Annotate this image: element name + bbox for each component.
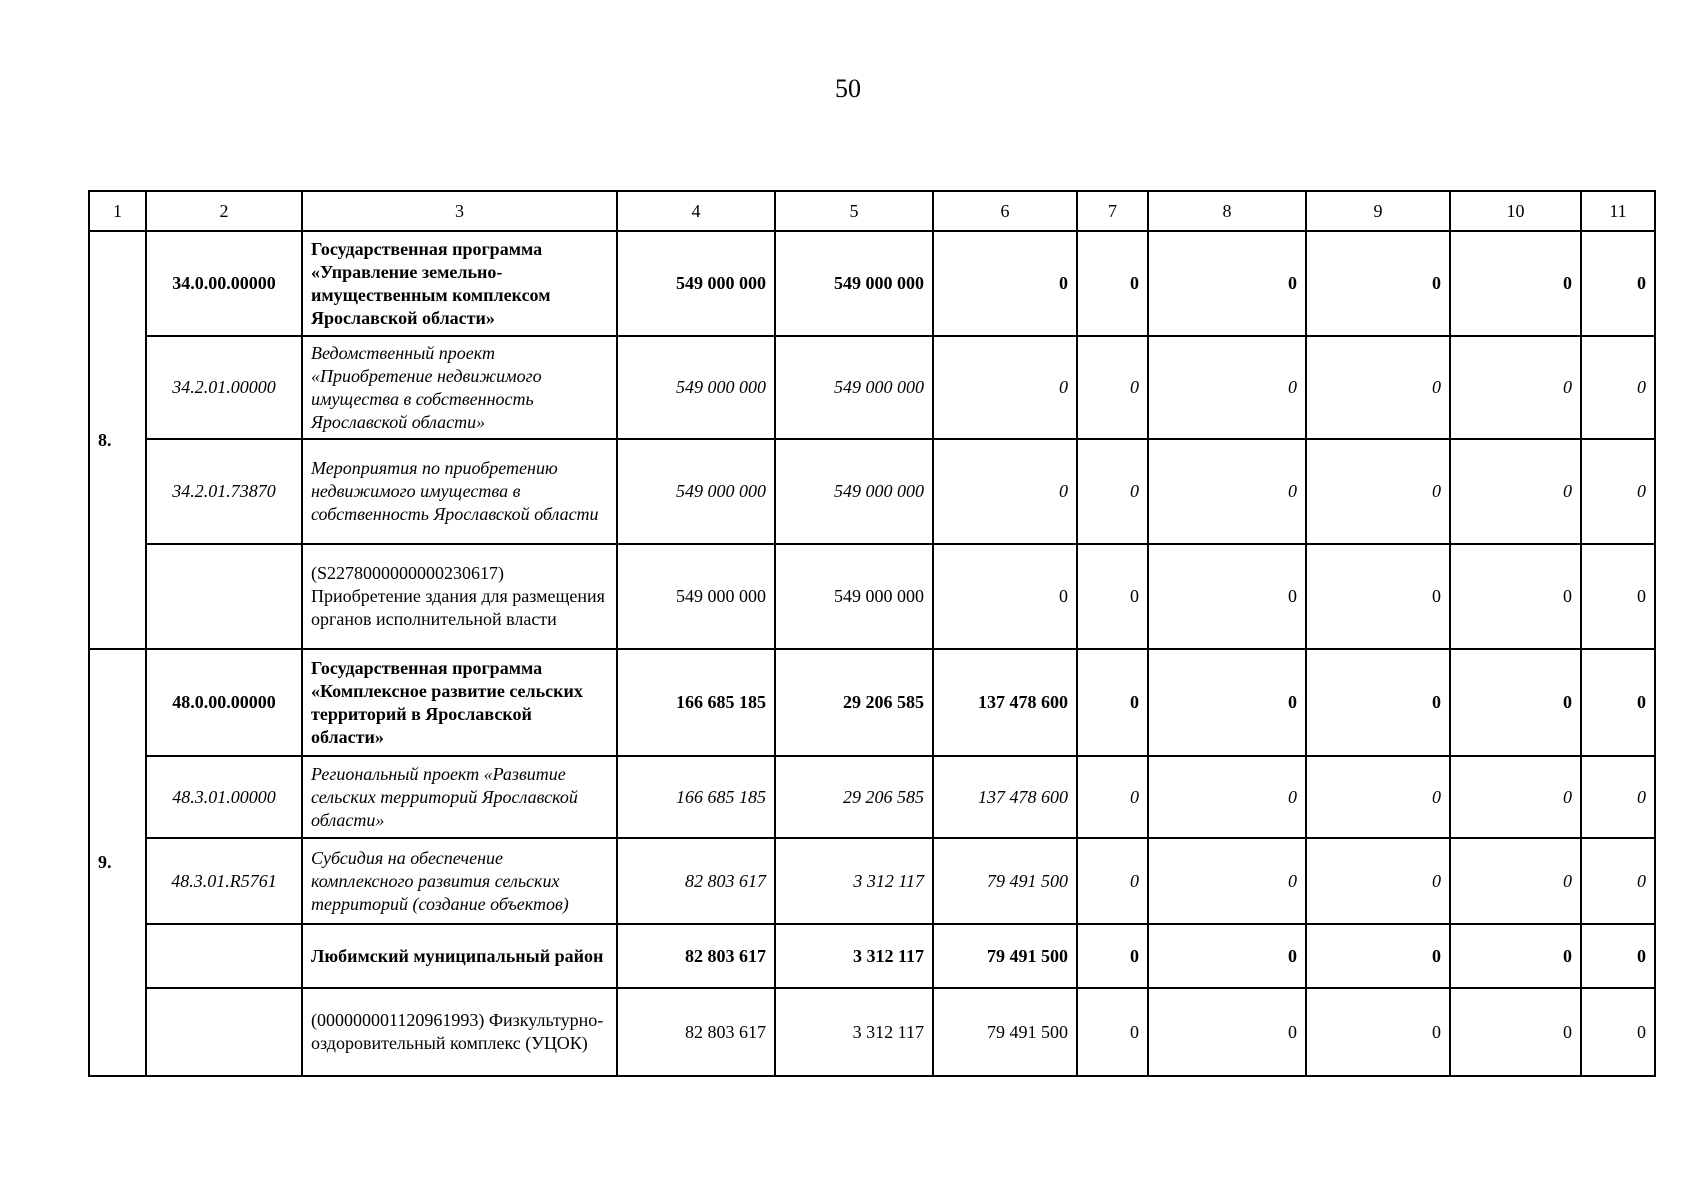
value-cell-7: 0 xyxy=(1077,544,1148,649)
header-cell: 3 xyxy=(302,191,617,231)
header-cell: 11 xyxy=(1581,191,1655,231)
table-row xyxy=(89,336,1655,439)
code-cell: 34.2.01.00000 xyxy=(146,336,302,439)
row-number-cell: 9. xyxy=(89,649,146,1076)
value-cell-4: 82 803 617 xyxy=(617,838,775,924)
value-cell-8: 0 xyxy=(1148,838,1306,924)
value-cell-4: 166 685 185 xyxy=(617,649,775,756)
header-cell: 4 xyxy=(617,191,775,231)
value-cell-6: 0 xyxy=(933,336,1077,439)
value-cell-4: 82 803 617 xyxy=(617,988,775,1076)
value-cell-9: 0 xyxy=(1306,439,1450,544)
value-cell-6: 79 491 500 xyxy=(933,838,1077,924)
value-cell-6: 0 xyxy=(933,439,1077,544)
table-row xyxy=(89,756,1655,838)
value-cell-5: 29 206 585 xyxy=(775,649,933,756)
header-cell: 8 xyxy=(1148,191,1306,231)
value-cell-4: 549 000 000 xyxy=(617,544,775,649)
value-cell-10: 0 xyxy=(1450,544,1581,649)
value-cell-9: 0 xyxy=(1306,756,1450,838)
value-cell-7: 0 xyxy=(1077,924,1148,988)
value-cell-4: 82 803 617 xyxy=(617,924,775,988)
header-cell: 5 xyxy=(775,191,933,231)
value-cell-7: 0 xyxy=(1077,336,1148,439)
value-cell-8: 0 xyxy=(1148,231,1306,336)
value-cell-6: 137 478 600 xyxy=(933,649,1077,756)
header-cell: 1 xyxy=(89,191,146,231)
value-cell-10: 0 xyxy=(1450,988,1581,1076)
page-number: 50 xyxy=(835,74,861,103)
value-cell-5: 29 206 585 xyxy=(775,756,933,838)
value-cell-6: 79 491 500 xyxy=(933,924,1077,988)
value-cell-11: 0 xyxy=(1581,336,1655,439)
value-cell-9: 0 xyxy=(1306,649,1450,756)
value-cell-7: 0 xyxy=(1077,231,1148,336)
value-cell-11: 0 xyxy=(1581,756,1655,838)
name-cell: Субсидия на обеспечение комплексного развития сельских территорий (создание объектов) xyxy=(302,838,617,924)
value-cell-6: 0 xyxy=(933,231,1077,336)
value-cell-4: 549 000 000 xyxy=(617,336,775,439)
value-cell-11: 0 xyxy=(1581,439,1655,544)
table-row xyxy=(89,838,1655,924)
value-cell-5: 549 000 000 xyxy=(775,439,933,544)
name-cell: Ведомственный проект «Приобретение недвижимого имущества в собственность Ярославской области» xyxy=(302,336,617,439)
value-cell-11: 0 xyxy=(1581,838,1655,924)
budget-table xyxy=(88,190,1656,1077)
code-cell: 48.3.01.00000 xyxy=(146,756,302,838)
value-cell-5: 549 000 000 xyxy=(775,336,933,439)
table-row xyxy=(89,988,1655,1076)
value-cell-5: 3 312 117 xyxy=(775,838,933,924)
value-cell-11: 0 xyxy=(1581,231,1655,336)
value-cell-9: 0 xyxy=(1306,544,1450,649)
value-cell-7: 0 xyxy=(1077,756,1148,838)
value-cell-11: 0 xyxy=(1581,649,1655,756)
code-cell xyxy=(146,544,302,649)
value-cell-5: 549 000 000 xyxy=(775,544,933,649)
value-cell-5: 549 000 000 xyxy=(775,231,933,336)
value-cell-10: 0 xyxy=(1450,336,1581,439)
value-cell-9: 0 xyxy=(1306,988,1450,1076)
value-cell-7: 0 xyxy=(1077,649,1148,756)
value-cell-9: 0 xyxy=(1306,924,1450,988)
value-cell-10: 0 xyxy=(1450,838,1581,924)
value-cell-8: 0 xyxy=(1148,649,1306,756)
value-cell-6: 79 491 500 xyxy=(933,988,1077,1076)
value-cell-8: 0 xyxy=(1148,988,1306,1076)
value-cell-9: 0 xyxy=(1306,838,1450,924)
value-cell-5: 3 312 117 xyxy=(775,924,933,988)
header-cell: 2 xyxy=(146,191,302,231)
value-cell-10: 0 xyxy=(1450,649,1581,756)
value-cell-9: 0 xyxy=(1306,231,1450,336)
value-cell-9: 0 xyxy=(1306,336,1450,439)
code-cell: 34.0.00.00000 xyxy=(146,231,302,336)
name-cell: (S2278000000000230617) Приобретение здания для размещения органов исполнительной власти xyxy=(302,544,617,649)
value-cell-10: 0 xyxy=(1450,924,1581,988)
header-cell: 6 xyxy=(933,191,1077,231)
value-cell-11: 0 xyxy=(1581,988,1655,1076)
code-cell xyxy=(146,988,302,1076)
name-cell: Государственная программа «Комплексное развитие сельских территорий в Ярославской области» xyxy=(302,649,617,756)
header-cell: 10 xyxy=(1450,191,1581,231)
name-cell: Государственная программа «Управление земельно-имущественным комплексом Ярославской области» xyxy=(302,231,617,336)
table-row xyxy=(89,649,1655,756)
value-cell-11: 0 xyxy=(1581,924,1655,988)
value-cell-5: 3 312 117 xyxy=(775,988,933,1076)
value-cell-8: 0 xyxy=(1148,756,1306,838)
table-row xyxy=(89,231,1655,336)
value-cell-4: 549 000 000 xyxy=(617,231,775,336)
value-cell-4: 549 000 000 xyxy=(617,439,775,544)
name-cell: Мероприятия по приобретению недвижимого имущества в собственность Ярославской области xyxy=(302,439,617,544)
name-cell: Региональный проект «Развитие сельских территорий Ярославской области» xyxy=(302,756,617,838)
value-cell-10: 0 xyxy=(1450,231,1581,336)
name-cell: Любимский муниципальный район xyxy=(302,924,617,988)
code-cell: 48.0.00.00000 xyxy=(146,649,302,756)
table-row xyxy=(89,924,1655,988)
value-cell-8: 0 xyxy=(1148,924,1306,988)
value-cell-10: 0 xyxy=(1450,439,1581,544)
header-cell: 9 xyxy=(1306,191,1450,231)
value-cell-8: 0 xyxy=(1148,336,1306,439)
value-cell-7: 0 xyxy=(1077,439,1148,544)
value-cell-10: 0 xyxy=(1450,756,1581,838)
header-cell: 7 xyxy=(1077,191,1148,231)
value-cell-8: 0 xyxy=(1148,544,1306,649)
table-row xyxy=(89,439,1655,544)
code-cell: 34.2.01.73870 xyxy=(146,439,302,544)
name-cell: (000000001120961993) Физкультурно-оздоровительный комплекс (УЦОК) xyxy=(302,988,617,1076)
value-cell-6: 0 xyxy=(933,544,1077,649)
value-cell-4: 166 685 185 xyxy=(617,756,775,838)
code-cell xyxy=(146,924,302,988)
table-header-row xyxy=(89,191,1655,231)
value-cell-11: 0 xyxy=(1581,544,1655,649)
code-cell: 48.3.01.R5761 xyxy=(146,838,302,924)
row-number-cell: 8. xyxy=(89,231,146,649)
value-cell-7: 0 xyxy=(1077,838,1148,924)
table-row xyxy=(89,544,1655,649)
value-cell-8: 0 xyxy=(1148,439,1306,544)
value-cell-7: 0 xyxy=(1077,988,1148,1076)
value-cell-6: 137 478 600 xyxy=(933,756,1077,838)
